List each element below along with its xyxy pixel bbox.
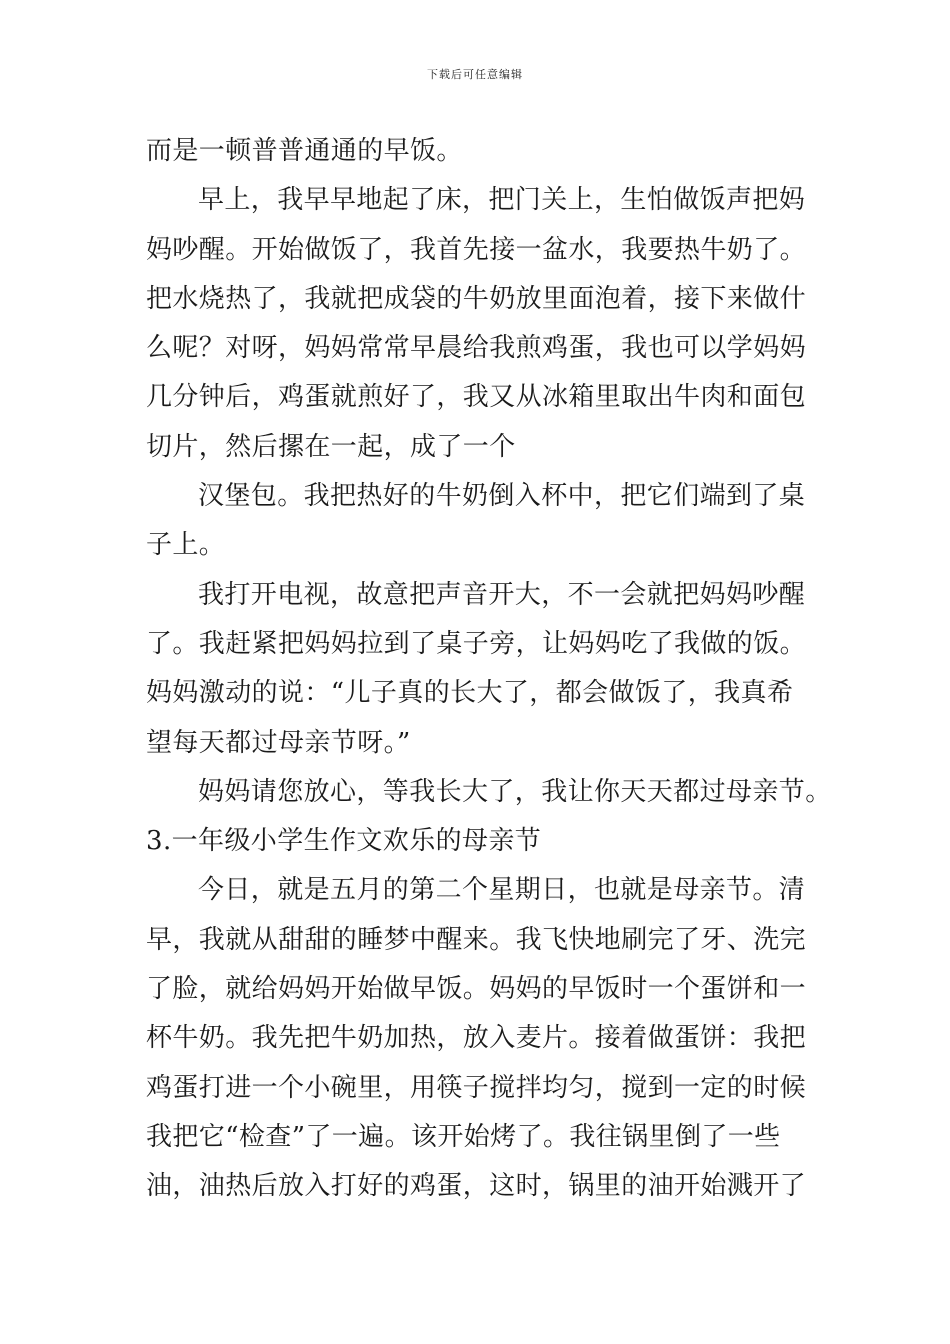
paragraph-start-line: 我打开电视，故意把声音开大，不一会就把妈妈吵醒 (198, 579, 806, 610)
document-body (146, 127, 832, 1212)
text-line: 么呢？对呀，妈妈常常早晨给我煎鸡蛋，我也可以学妈妈 (146, 333, 807, 364)
text-line: 我把它“检查”了一遍。该开始烤了。我往锅里倒了一些 (146, 1121, 781, 1152)
text-line: 妈妈激动的说：“儿子真的长大了，都会做饭了，我真希 (146, 678, 794, 709)
text-line: 而是一顿普普通通的早饭。 (146, 136, 463, 166)
text-line: 切片，然后摞在一起，成了一个 (146, 431, 516, 462)
paragraph-start-line: 汉堡包。我把热好的牛奶倒入杯中，把它们端到了桌 (198, 481, 806, 512)
paragraph-start-line: 妈妈请您放心，等我长大了，我让你天天都过母亲节。 (198, 776, 832, 807)
text-line: 望每天都过母亲节呀。” (146, 727, 411, 758)
section-heading: 3.一年级小学生作文欢乐的母亲节 (146, 826, 542, 857)
text-line: 了脸，就给妈妈开始做早饭。妈妈的早饭时一个蛋饼和一 (146, 974, 807, 1005)
paragraph-start-line: 早上，我早早地起了床，把门关上，生怕做饭声把妈 (198, 185, 806, 216)
text-line: 杯牛奶。我先把牛奶加热，放入麦片。接着做蛋饼：我把 (146, 1023, 807, 1054)
text-line: 子上。 (146, 530, 226, 561)
page-header: 下载后可任意编辑 (427, 68, 523, 81)
text-line: 早，我就从甜甜的睡梦中醒来。我飞快地刷完了牙、洗完 (146, 924, 807, 955)
text-line: 油，油热后放入打好的鸡蛋，这时，锅里的油开始溅开了 (146, 1171, 807, 1202)
text-line: 把水烧热了，我就把成袋的牛奶放里面泡着，接下来做什 (146, 283, 807, 314)
text-line: 鸡蛋打进一个小碗里，用筷子搅拌均匀，搅到一定的时候 (146, 1072, 807, 1103)
text-line: 几分钟后，鸡蛋就煎好了，我又从冰箱里取出牛肉和面包 (146, 382, 807, 413)
text-line: 了。我赶紧把妈妈拉到了桌子旁，让妈妈吃了我做的饭。 (146, 628, 807, 659)
paragraph-start-line: 今日，就是五月的第二个星期日，也就是母亲节。清 (198, 875, 806, 906)
text-line: 妈吵醒。开始做饭了，我首先接一盆水，我要热牛奶了。 (146, 234, 807, 265)
